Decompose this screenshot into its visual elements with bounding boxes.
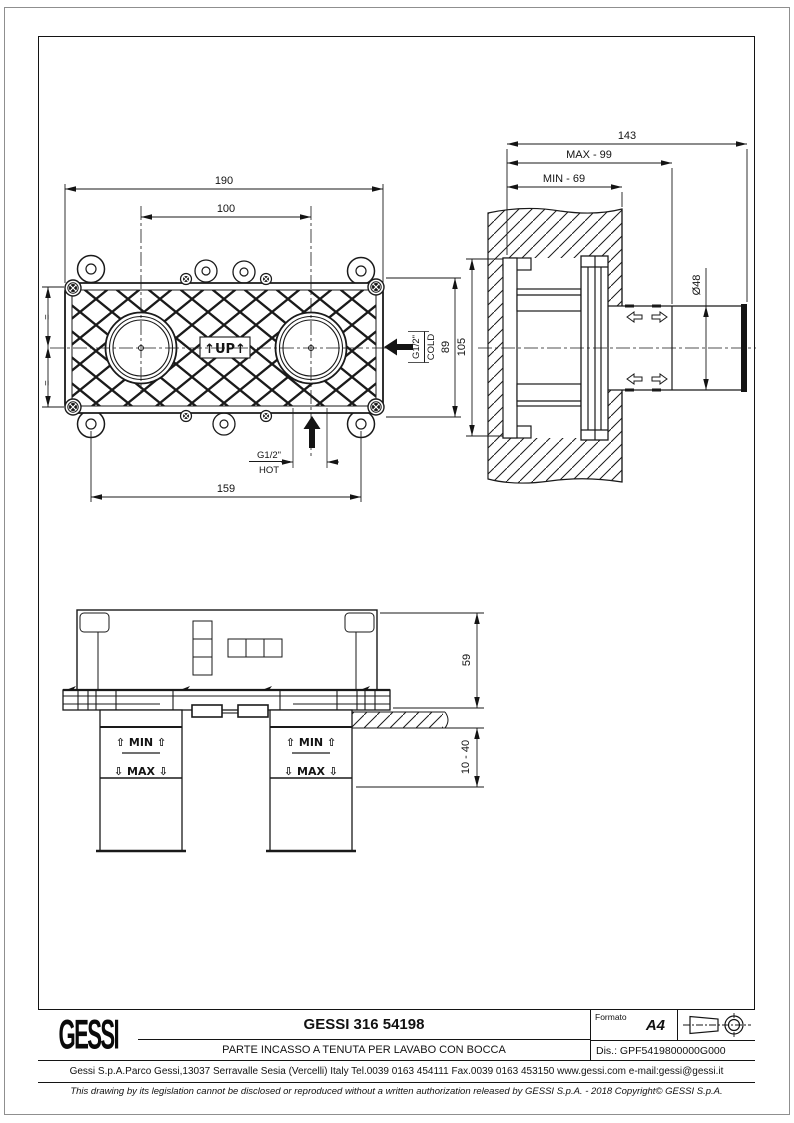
max-label-left: ⇩ MAX ⇩ [113, 765, 169, 778]
svg-text:89: 89 [440, 340, 452, 354]
svg-text:=: = [41, 380, 52, 386]
title-cell [138, 1010, 590, 1060]
logo-cell [38, 1010, 138, 1060]
format-label: Formato [595, 1012, 627, 1022]
format-section [590, 1010, 755, 1060]
svg-text:MIN - 69: MIN - 69 [542, 173, 586, 185]
legal-notice: This drawing by its legislation cannot be disclosed or reproduced without a written authorization released by GESSI S.p.A. - 2018 Copyright© GESSI S.p.A. [38, 1082, 755, 1099]
svg-text:190: 190 [214, 175, 234, 187]
title-block [38, 1009, 755, 1099]
format-value: A4 [645, 1017, 665, 1034]
svg-text:=: = [41, 314, 52, 320]
svg-text:143: 143 [617, 130, 637, 142]
up-label: ↑UP↑ [204, 342, 246, 357]
gessi-logo: GESSI [58, 1010, 118, 1058]
drawing-subtitle: PARTE INCASSO A TENUTA PER LAVABO CON BOCCA [222, 1044, 506, 1056]
drawing-number: Dis.: GPF5419800000G000 [596, 1044, 726, 1057]
svg-text:100: 100 [216, 203, 236, 215]
drawing-title: GESSI 316 54198 [138, 1010, 590, 1040]
svg-text:HOT: HOT [258, 465, 280, 476]
min-label-left: ⇧ MIN ⇧ [115, 736, 167, 749]
svg-text:COLD: COLD [426, 333, 437, 361]
svg-text:G1/2": G1/2" [257, 450, 281, 461]
max-label-right: ⇩ MAX ⇩ [283, 765, 339, 778]
svg-text:G1/2": G1/2" [411, 335, 422, 359]
company-address: Gessi S.p.A.Parco Gessi,13037 Serravalle Sesia (Vercelli) Italy Tel.0039 0163 454111 Fax.0039 0163 453150 www.gessi.com e-mail:gessi@gessi.it [38, 1060, 755, 1082]
svg-text:Ø48: Ø48 [691, 274, 703, 296]
svg-text:59: 59 [461, 653, 473, 667]
format-cell [591, 1010, 678, 1040]
svg-text:105: 105 [456, 337, 468, 357]
svg-text:159: 159 [216, 483, 236, 495]
first-angle-projection-icon [682, 1012, 752, 1038]
svg-text:10 - 40: 10 - 40 [460, 739, 472, 775]
svg-text:MAX - 99: MAX - 99 [566, 149, 612, 161]
projection-symbol-cell [678, 1010, 755, 1040]
min-label-right: ⇧ MIN ⇧ [285, 736, 337, 749]
